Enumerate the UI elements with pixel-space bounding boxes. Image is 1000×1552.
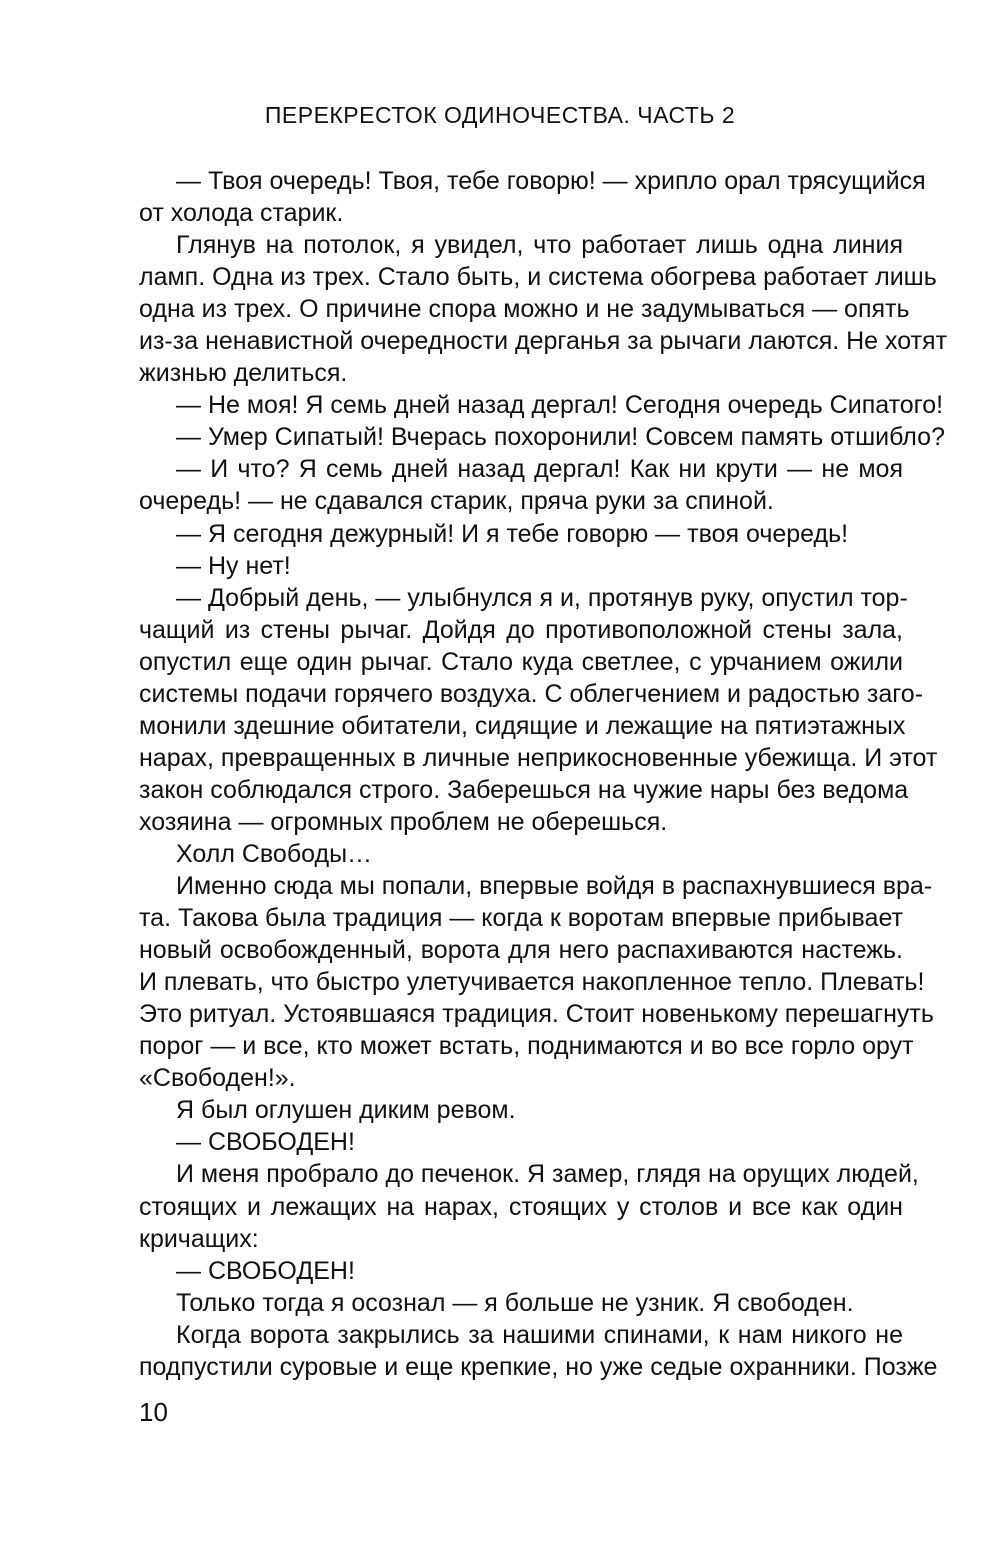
text-line: — СВОБОДЕН! bbox=[176, 1256, 355, 1285]
text-line: — Добрый день, — улыбнулся я и, протянув руку, опустил тор- bbox=[176, 583, 908, 612]
text-line: подпустили суровые и еще крепкие, но уже седые охранники. Позже bbox=[139, 1352, 938, 1381]
text-line: закон соблюдался строго. Заберешься на чужие нары без ведома bbox=[139, 775, 909, 804]
text-line: — Ну нет! bbox=[176, 551, 291, 580]
text-line: опустил еще один рычаг. Стало куда светлее, с урчанием ожили bbox=[139, 647, 903, 676]
text-line: — И что? Я семь дней назад дергал! Как ни крути — не моя bbox=[176, 455, 903, 484]
text-line: — Не моя! Я семь дней назад дергал! Сегодня очередь Сипатого! bbox=[176, 391, 944, 420]
text-line: Именно сюда мы попали, впервые войдя в распахнувшиеся вра- bbox=[176, 872, 933, 901]
text-line: чащий из стены рычаг. Дойдя до противоположной стены зала, bbox=[139, 615, 903, 644]
text-line: Глянув на потолок, я увидел, что работает лишь одна линия bbox=[176, 231, 903, 260]
text-line: Когда ворота закрылись за нашими спинами, к нам никого не bbox=[176, 1320, 903, 1349]
text-line: системы подачи горячего воздуха. С облегчением и радостью заго- bbox=[139, 679, 924, 708]
text-line: Только тогда я осознал — я больше не узник. Я свободен. bbox=[176, 1288, 854, 1317]
text-line: хозяина — огромных проблем не оберешься. bbox=[139, 807, 668, 836]
text-line: Холл Свободы… bbox=[176, 839, 373, 868]
text-line: — Я сегодня дежурный! И я тебе говорю — твоя очередь! bbox=[176, 519, 849, 548]
text-line: И плевать, что быстро улетучивается накопленное тепло. Плевать! bbox=[139, 968, 925, 997]
text-line: — СВОБОДЕН! bbox=[176, 1128, 355, 1157]
page-number: 10 bbox=[139, 1397, 168, 1427]
text-line: ламп. Одна из трех. Стало быть, и система обогрева работает лишь bbox=[139, 263, 937, 292]
text-line: порог — и все, кто может встать, поднимаются и во все горло орут bbox=[139, 1032, 914, 1061]
text-line: кричащих: bbox=[139, 1224, 259, 1253]
text-line: стоящих и лежащих на нарах, стоящих у столов и все как один bbox=[139, 1192, 903, 1221]
text-line: очередь! — не сдавался старик, пряча руки за спиной. bbox=[139, 487, 774, 516]
text-line: Это ритуал. Устоявшаяся традиция. Стоит новенькому перешагнуть bbox=[139, 1000, 934, 1029]
text-line: жизнью делиться. bbox=[139, 359, 348, 388]
running-title: ПЕРЕКРЕСТОК ОДИНОЧЕСТВА. ЧАСТЬ 2 bbox=[264, 102, 736, 128]
body-text bbox=[139, 165, 948, 1383]
text-line: нарах, превращенных в личные неприкосновенные убежища. И этот bbox=[139, 743, 938, 772]
text-line: та. Такова была традиция — когда к воротам впервые прибывает bbox=[139, 904, 903, 933]
text-line: Я был оглушен диким ревом. bbox=[176, 1096, 516, 1125]
text-line: — Твоя очередь! Твоя, тебе говорю! — хрипло орал трясущийся bbox=[176, 167, 926, 195]
text-line: одна из трех. О причине спора можно и не задумываться — опять bbox=[139, 295, 910, 324]
text-line: «Свободен!». bbox=[139, 1064, 296, 1093]
text-line: — Умер Сипатый! Вчерась похоронили! Совсем память отшибло? bbox=[176, 423, 945, 452]
text-line: от холода старик. bbox=[139, 199, 344, 228]
text-line: И меня пробрало до печенок. Я замер, глядя на орущих людей, bbox=[176, 1160, 919, 1189]
text-line: монили здешние обитатели, сидящие и лежащие на пятиэтажных bbox=[139, 711, 906, 740]
text-line: из-за ненавистной очередности дерганья за рычаги лаются. Не хотят bbox=[139, 327, 948, 356]
text-line: новый освобожденный, ворота для него распахиваются настежь. bbox=[139, 936, 903, 965]
